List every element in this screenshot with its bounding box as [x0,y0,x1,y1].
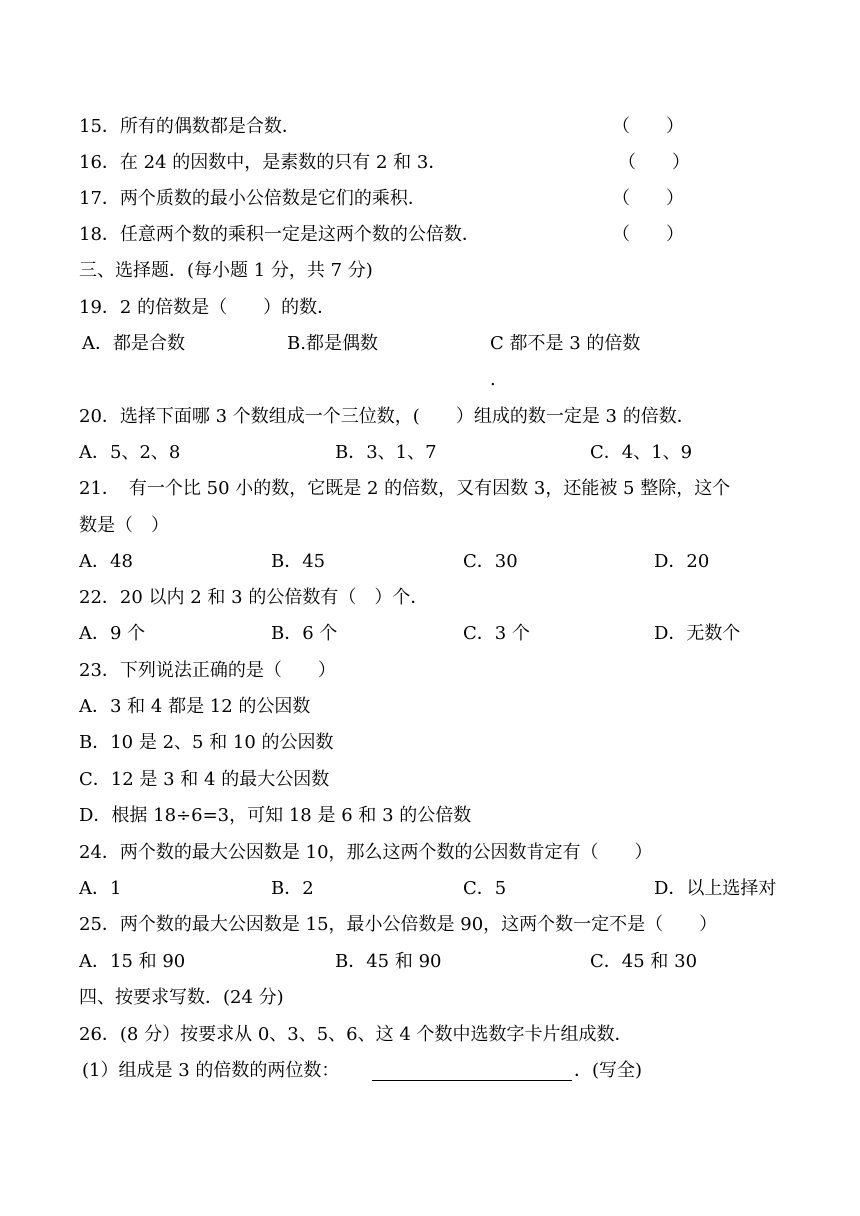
q25-option-c[interactable]: C．45 和 30 [590,951,698,972]
question-15: 15．所有的偶数都是合数． [79,116,300,137]
q22-option-a[interactable]: A．9 个 [79,623,146,644]
question-24: 24．两个数的最大公因数是 10，那么这两个数的公因数肯定有（ ） [79,842,653,863]
q25-option-a[interactable]: A．15 和 90 [79,951,186,972]
q22-option-c[interactable]: C．3 个 [463,623,530,644]
q26-sub1-label: (1）组成是 3 的倍数的两位数： [82,1060,340,1081]
q20-option-a[interactable]: A．5、2、8 [79,442,181,463]
answer-blank-17[interactable]: （ ） [612,188,684,209]
q21-option-a[interactable]: A．48 [79,551,133,572]
q21-option-d[interactable]: D．20 [654,551,710,572]
q21-option-c[interactable]: C．30 [463,551,518,572]
question-17: 17．两个质数的最小公倍数是它们的乘积． [79,188,426,209]
q25-option-b[interactable]: B．45 和 90 [335,951,442,972]
question-20: 20．选择下面哪 3 个数组成一个三位数，( ）组成的数一定是 3 的倍数． [79,406,695,427]
q24-option-a[interactable]: A．1 [79,878,122,899]
question-16: 16．在 24 的因数中，是素数的只有 2 和 3． [79,152,447,173]
question-18: 18．任意两个数的乘积一定是这两个数的公倍数． [79,224,480,245]
question-22: 22．20 以内 2 和 3 的公倍数有（ ）个． [79,587,429,608]
q19-option-c-period: . [490,369,496,390]
q24-option-c[interactable]: C．5 [463,878,507,899]
q20-option-c[interactable]: C．4、1、9 [590,442,693,463]
q19-option-c[interactable]: C 都不是 3 的倍数 [490,333,641,354]
question-23: 23．下列说法正确的是（ ） [79,660,336,681]
q23-option-a[interactable]: A．3 和 4 都是 12 的公因数 [79,696,311,717]
question-25: 25．两个数的最大公因数是 15，最小公倍数是 90，这两个数一定不是（ ） [79,914,718,935]
answer-blank-15[interactable]: （ ） [612,116,684,137]
q26-sub1-tail: ．(写全) [574,1060,643,1081]
question-26: 26．(8 分）按要求从 0、3、5、6、这 4 个数中选数字卡片组成数． [79,1024,633,1045]
q23-option-b[interactable]: B．10 是 2、5 和 10 的公因数 [79,732,334,753]
q26-sub1-answer-line[interactable] [372,1080,572,1081]
answer-blank-18[interactable]: （ ） [612,224,684,245]
q24-option-b[interactable]: B．2 [271,878,314,899]
q20-option-b[interactable]: B．3、1、7 [335,442,437,463]
q19-option-a[interactable]: A．都是合数 [82,333,185,354]
section-title-choice: 三、选择题．(每小题 1 分，共 7 分) [79,260,373,281]
q23-option-d[interactable]: D．根据 18÷6=3，可知 18 是 6 和 3 的公倍数 [79,805,472,826]
q21-option-b[interactable]: B．45 [271,551,326,572]
question-19: 19．2 的倍数是（ ）的数． [79,297,336,318]
question-21-continued: 数是（ ） [79,515,169,536]
answer-blank-16[interactable]: （ ） [618,152,690,173]
q22-option-b[interactable]: B．6 个 [271,623,338,644]
section-title-write-numbers: 四、按要求写数．(24 分) [79,987,284,1008]
q23-option-c[interactable]: C．12 是 3 和 4 的最大公因数 [79,769,330,790]
q19-option-b[interactable]: B.都是偶数 [287,333,378,354]
q24-option-d[interactable]: D．以上选择对 [654,878,777,899]
question-21: 21． 有一个比 50 小的数，它既是 2 的倍数，又有因数 3，还能被 5 整除，这个 [79,478,731,499]
q22-option-d[interactable]: D．无数个 [654,623,741,644]
